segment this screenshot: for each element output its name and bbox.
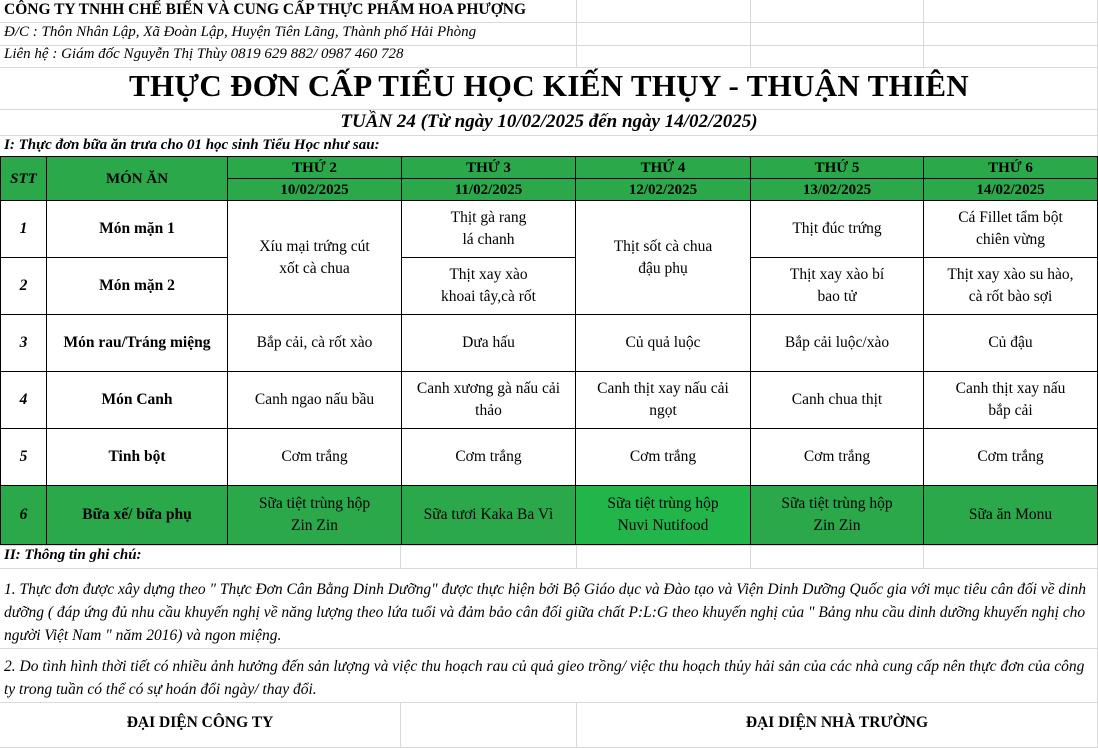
menu-cell-line: Sữa tiệt trùng hộp — [258, 495, 371, 512]
menu-cell — [576, 201, 751, 315]
dish-type: Tinh bột — [47, 429, 228, 486]
menu-cell — [924, 372, 1098, 429]
menu-cell-line: Cá Fillet tẩm bột — [958, 209, 1063, 226]
menu-cell-line: chiên vừng — [975, 231, 1046, 248]
day-header: THỨ 3 — [402, 157, 576, 179]
day-header: THỨ 6 — [924, 157, 1098, 179]
date-header: 11/02/2025 — [402, 179, 576, 201]
menu-cell-line: Thịt sốt cà chua — [613, 237, 713, 255]
menu-cell: Bắp cải luộc/xào — [751, 315, 924, 372]
gridline — [0, 568, 1098, 569]
date-header: 10/02/2025 — [228, 179, 402, 201]
section-heading-menu: I: Thực đơn bữa ăn trưa cho 01 học sinh Tiểu Học như sau: — [4, 137, 380, 153]
date-header: 12/02/2025 — [576, 179, 751, 201]
note-2: 2. Do tình hình thời tiết có nhiều ảnh hưởng đến sản lượng và việc thu hoạch rau củ quả gieo trồng/ việc thu hoạch thủy hải sản của các nhà cung cấp nên thực đơn của công ty trong tuần có thể có sự hoán đổi ngày/ thay đổi. — [4, 658, 1085, 698]
gridline — [0, 702, 1098, 703]
menu-cell-line: Xíu mại trứng cút — [259, 237, 370, 255]
signature-school: ĐẠI DIỆN NHÀ TRƯỜNG — [745, 714, 929, 731]
gridline — [576, 545, 577, 568]
menu-cell: Cơm trắng — [576, 429, 751, 486]
gridline — [750, 0, 751, 67]
menu-cell: Canh chua thịt — [751, 372, 924, 429]
gridline — [0, 109, 1098, 110]
menu-cell-line: Canh thịt xay nấu cải — [597, 380, 729, 397]
menu-cell — [924, 258, 1098, 315]
dish-type: Bữa xế/ bữa phụ — [47, 486, 228, 545]
row-number: 2 — [1, 258, 47, 315]
menu-cell-line: Zin Zin — [813, 517, 861, 534]
day-header: THỨ 2 — [228, 157, 402, 179]
menu-table — [0, 156, 1098, 545]
menu-cell — [751, 486, 924, 545]
menu-cell-line: Thịt xay xào su hào, — [947, 266, 1074, 283]
menu-cell-line: Thịt xay xào bí — [789, 266, 885, 283]
company-name: CÔNG TY TNHH CHẾ BIẾN VÀ CUNG CẤP THỰC PHẨM HOA PHƯỢNG — [4, 1, 527, 18]
menu-cell: Sữa ăn Monu — [924, 486, 1098, 545]
menu-cell: Dưa hấu — [402, 315, 576, 372]
menu-cell-line: Thịt xay xào — [449, 266, 528, 283]
menu-cell: Cơm trắng — [924, 429, 1098, 486]
table-row — [1, 429, 1098, 486]
gridline — [0, 135, 1098, 136]
menu-cell-line: bắp cải — [988, 402, 1033, 419]
company-contact: Liên hệ : Giám đốc Nguyễn Thị Thùy 0819 629 882/ 0987 460 728 — [4, 46, 404, 62]
signature-company: ĐẠI DIỆN CÔNG TY — [126, 714, 274, 731]
menu-cell-line: Sữa tiệt trùng hộp — [607, 495, 719, 512]
menu-cell-line: cà rốt bào sợi — [968, 288, 1053, 305]
gridline — [0, 648, 1098, 649]
gridline — [750, 545, 751, 568]
dish-header: MÓN ĂN — [47, 157, 228, 201]
menu-title: THỰC ĐƠN CẤP TIỂU HỌC KIẾN THỤY - THUẬN THIÊN — [128, 68, 969, 103]
menu-cell: Cơm trắng — [228, 429, 402, 486]
menu-cell-line: Thịt gà rang — [450, 209, 527, 226]
row-number: 5 — [1, 429, 47, 486]
table-row — [1, 258, 1098, 315]
date-header: 14/02/2025 — [924, 179, 1098, 201]
gridline — [0, 545, 1098, 546]
note-1: 1. Thực đơn được xây dựng theo " Thực Đơn Cân Bằng Dinh Dưỡng" được thực hiện bởi Bộ Giáo dục và Đào tạo và Viện Dinh Dưỡng Quốc gia với mục tiêu cân đối về dinh dưỡng ( đáp ứng đủ nhu cầu khuyến nghị về năng lượng theo lứa tuổi và đảm bảo cân đối giữa chất P:L:G theo khuyến nghị của " Bảng nhu cầu dinh dưỡng khuyến nghị cho người Việt Nam " năm 2016) và ngon miệng. — [4, 581, 1086, 644]
stt-header: STT — [1, 157, 47, 201]
menu-cell: Bắp cải, cà rốt xào — [228, 315, 402, 372]
menu-cell-line: thảo — [475, 402, 502, 419]
menu-cell-line: Canh xương gà nấu cải — [416, 380, 561, 397]
dish-type: Món mặn 1 — [47, 201, 228, 258]
menu-cell-line: khoai tây,cà rốt — [441, 288, 536, 305]
menu-cell-line: xốt cà chua — [279, 259, 350, 277]
menu-cell: Củ đậu — [924, 315, 1098, 372]
gridline — [923, 545, 924, 568]
date-header: 13/02/2025 — [751, 179, 924, 201]
menu-cell — [751, 258, 924, 315]
gridline — [0, 22, 1098, 23]
dish-type: Món Canh — [47, 372, 228, 429]
table-row — [1, 201, 1098, 258]
gridline — [576, 0, 577, 67]
company-address: Đ/C : Thôn Nhân Lập, Xã Đoàn Lập, Huyện Tiên Lãng, Thành phố Hải Phòng — [4, 24, 477, 40]
menu-cell — [228, 486, 402, 545]
menu-cell — [576, 486, 751, 545]
row-number: 3 — [1, 315, 47, 372]
row-number: 4 — [1, 372, 47, 429]
menu-cell — [924, 201, 1098, 258]
menu-cell — [402, 201, 576, 258]
menu-cell: Cơm trắng — [402, 429, 576, 486]
day-header: THỨ 4 — [576, 157, 751, 179]
table-row-snack — [1, 486, 1098, 545]
menu-cell — [228, 201, 402, 315]
menu-cell — [576, 372, 751, 429]
menu-cell-line: Zin Zin — [291, 517, 338, 534]
section-heading-notes: II: Thông tin ghi chú: — [4, 547, 142, 563]
row-number: 1 — [1, 201, 47, 258]
menu-cell: Cơm trắng — [751, 429, 924, 486]
menu-cell-line: bao tử — [817, 288, 857, 305]
menu-cell: Sữa tươi Kaka Ba Vì — [402, 486, 576, 545]
menu-cell-line: Sữa tiệt trùng hộp — [781, 495, 893, 512]
menu-cell-line: Nuvi Nutifood — [617, 517, 709, 534]
dish-type: Món mặn 2 — [47, 258, 228, 315]
gridline — [400, 545, 401, 568]
gridline — [400, 702, 401, 748]
row-number: 6 — [1, 486, 47, 545]
table-row — [1, 315, 1098, 372]
gridline — [923, 0, 924, 67]
week-range: TUẦN 24 (Từ ngày 10/02/2025 đến ngày 14/02/2025) — [340, 111, 758, 132]
menu-cell-line: lá chanh — [462, 231, 515, 248]
menu-cell-line: ngọt — [649, 402, 677, 419]
menu-cell-line: Canh thịt xay nấu — [955, 380, 1066, 397]
table-header-row — [1, 157, 1098, 179]
menu-cell: Canh ngao nấu bầu — [228, 372, 402, 429]
menu-cell — [402, 372, 576, 429]
dish-type: Món rau/Tráng miệng — [47, 315, 228, 372]
menu-cell-line: đậu phụ — [638, 259, 688, 277]
table-row — [1, 372, 1098, 429]
menu-cell: Củ quả luộc — [576, 315, 751, 372]
menu-cell — [402, 258, 576, 315]
day-header: THỨ 5 — [751, 157, 924, 179]
menu-cell: Thịt đúc trứng — [751, 201, 924, 258]
